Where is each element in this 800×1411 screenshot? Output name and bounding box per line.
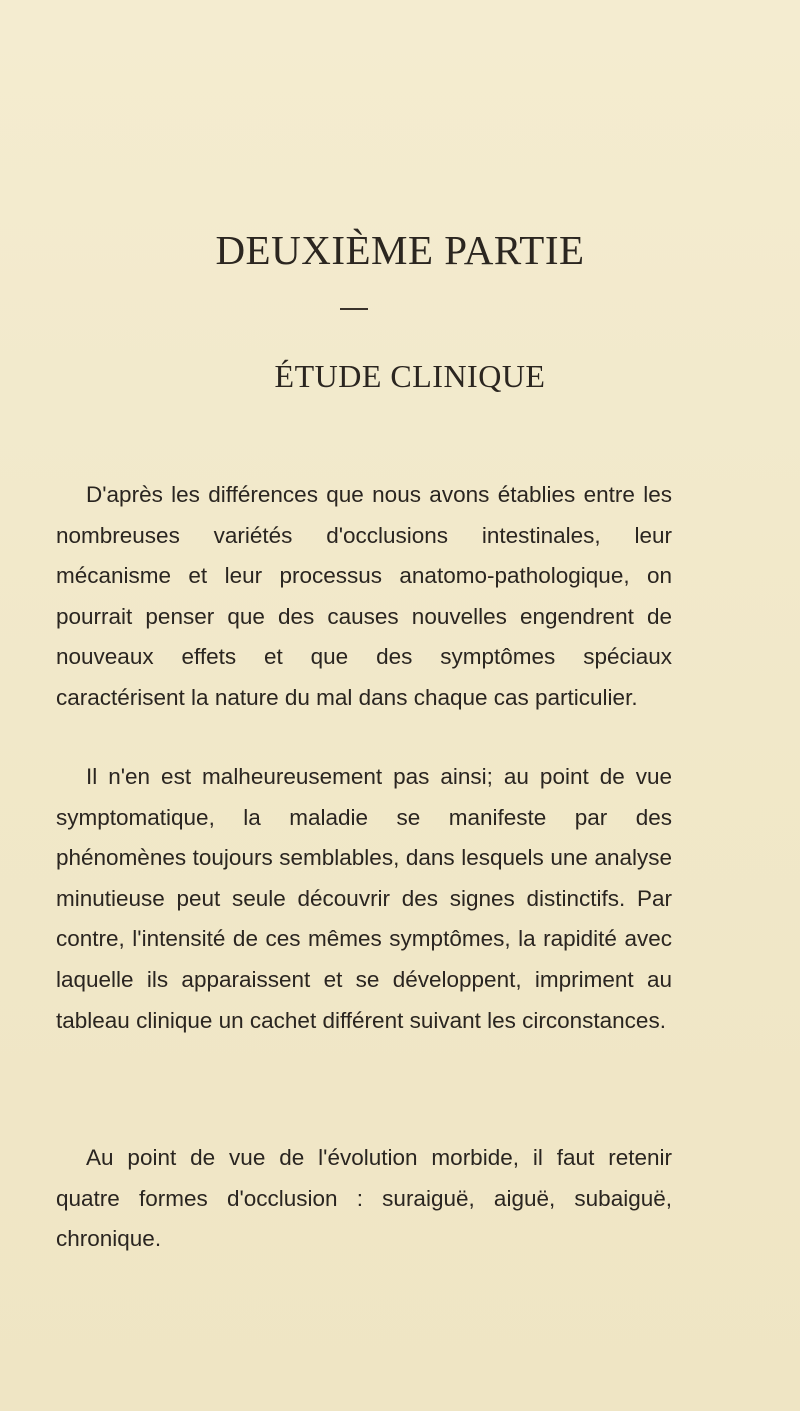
part-title: DEUXIÈME PARTIE xyxy=(215,227,585,273)
paragraph-1: D'après les différences que nous avons établies entre les nombreuses variétés d'occlusions intestinales, leur mécanisme et leur processus anatomo-pathologique, on pourrait penser que des causes nouvelles engendrent de nouveaux effets et que des symptômes spéciaux caractérisent la nature du mal dans chaque cas particulier. xyxy=(56,482,672,710)
section-title: ÉTUDE CLINIQUE xyxy=(274,358,546,394)
paragraph-2: Il n'en est malheureusement pas ainsi; au point de vue symptomatique, la maladie se manifeste par des phénomènes toujours semblables, dans lesquels une analyse minutieuse peut seule découvrir des signes distinctifs. Par contre, l'intensité de ces mêmes symptômes, la rapidité avec laquelle ils apparaissent et se développent, impriment au tableau clinique un cachet différent suivant les circonstances. xyxy=(56,764,672,1033)
title-separator xyxy=(340,308,368,310)
paragraph-3: Au point de vue de l'évolution morbide, il faut retenir quatre formes d'occlusion : suraiguë, aiguë, subaiguë, chronique. xyxy=(56,1145,672,1252)
